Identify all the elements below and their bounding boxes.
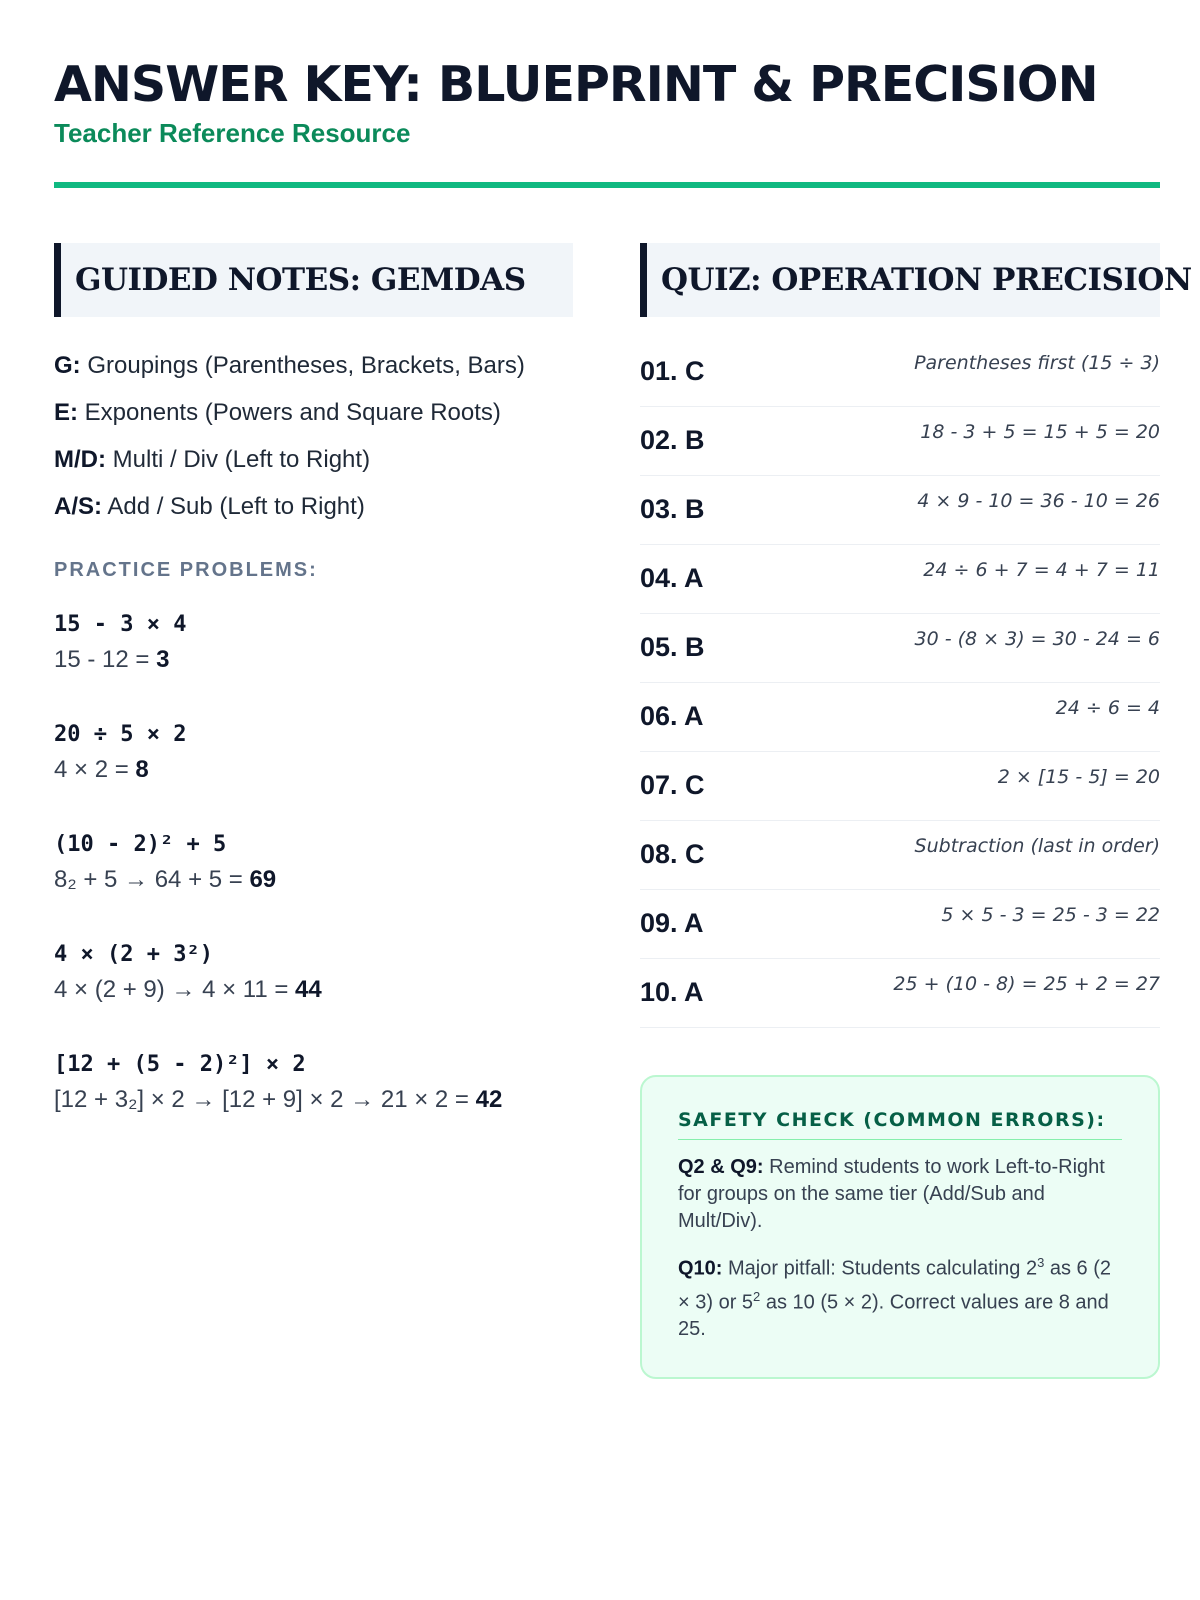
page-title: ANSWER KEY: BLUEPRINT & PRECISION — [54, 56, 1098, 113]
practice-problem — [54, 1048, 594, 1158]
problem-answer: 8 — [135, 756, 149, 783]
gemdas-item — [54, 342, 574, 389]
quiz-answer-explanation: 5 × 5 - 3 = 25 - 3 = 22 — [941, 904, 1160, 926]
gemdas-item — [54, 483, 574, 530]
problem-work: 15 - 12 = — [54, 646, 157, 673]
quiz-answer-number: 10. A — [640, 977, 704, 1007]
problem-work: 4 × (2 + 9) → 4 × 11 = — [54, 976, 296, 1003]
quiz-answer-row — [640, 752, 1160, 821]
safety-check-title: SAFETY CHECK (COMMON ERRORS): — [678, 1109, 1122, 1140]
safety-note-q10 — [678, 1249, 1122, 1343]
gemdas-key: E: — [54, 399, 78, 426]
safety-note-superscript: 2 — [753, 1288, 761, 1304]
problem-solution — [54, 752, 594, 788]
page-header — [54, 56, 1160, 149]
practice-problem — [54, 718, 594, 828]
safety-check-box — [640, 1075, 1160, 1379]
quiz-answer-explanation: 2 × [15 - 5] = 20 — [997, 766, 1160, 788]
practice-problems — [54, 608, 594, 1158]
problem-expression: [12 + (5 - 2)²] × 2 — [54, 1052, 306, 1077]
problem-answer: 42 — [475, 1086, 503, 1113]
problem-solution — [54, 1082, 594, 1118]
quiz-answer-number: 06. A — [640, 701, 704, 731]
quiz-answer-number: 05. B — [640, 632, 705, 662]
safety-note-label: Q2 & Q9: — [678, 1156, 764, 1178]
problem-work: 4 × 2 = — [54, 756, 136, 783]
quiz-answer-number: 08. C — [640, 839, 705, 869]
guided-notes-header — [54, 243, 573, 317]
quiz-answer-explanation: Subtraction (last in order) — [914, 835, 1160, 857]
gemdas-key: A/S: — [54, 493, 102, 520]
page-subtitle: Teacher Reference Resource — [54, 118, 411, 148]
safety-note-text: as 10 (5 × 2). Correct values are 8 and 25. — [678, 1291, 1109, 1341]
gemdas-key: G: — [54, 352, 81, 379]
quiz-answer-number: 03. B — [640, 494, 705, 524]
gemdas-text: Groupings (Parentheses, Brackets, Bars) — [87, 352, 525, 379]
gemdas-list — [54, 342, 574, 530]
problem-solution — [54, 862, 594, 898]
quiz-answer-row — [640, 614, 1160, 683]
safety-note-label: Q10: — [678, 1257, 723, 1280]
safety-note-text: Remind students to work Left-to-Right for groups on the same tier (Add/Sub and Mult/Div). — [678, 1156, 1105, 1232]
practice-problem — [54, 608, 594, 718]
gemdas-text: Add / Sub (Left to Right) — [107, 493, 365, 520]
safety-note-q2-q9 — [678, 1154, 1122, 1235]
gemdas-item — [54, 389, 574, 436]
safety-note-text: as 6 (2 × 3) or 5 — [678, 1257, 1112, 1314]
guided-notes-heading: GUIDED NOTES: GEMDAS — [75, 262, 526, 298]
quiz-answer-row — [640, 545, 1160, 614]
problem-work: [12 + 3₂] × 2 → [12 + 9] × 2 → 21 × 2 = — [54, 1086, 476, 1113]
header-divider — [54, 182, 1160, 188]
quiz-answer-explanation: Parentheses first (15 ÷ 3) — [914, 352, 1160, 374]
practice-problems-label: PRACTICE PROBLEMS: — [54, 559, 318, 581]
gemdas-key: M/D: — [54, 446, 106, 473]
quiz-answer-explanation: 24 ÷ 6 + 7 = 4 + 7 = 11 — [923, 559, 1160, 581]
problem-expression: 15 - 3 × 4 — [54, 612, 187, 637]
quiz-answer-list — [640, 338, 1160, 1028]
quiz-answer-row — [640, 407, 1160, 476]
gemdas-item — [54, 436, 574, 483]
quiz-answer-explanation: 25 + (10 - 8) = 25 + 2 = 27 — [893, 973, 1160, 995]
quiz-answer-explanation: 18 - 3 + 5 = 15 + 5 = 20 — [920, 421, 1160, 443]
problem-expression: 20 ÷ 5 × 2 — [54, 722, 187, 747]
quiz-answer-row — [640, 338, 1160, 407]
quiz-answer-explanation: 4 × 9 - 10 = 36 - 10 = 26 — [917, 490, 1160, 512]
problem-solution — [54, 972, 594, 1008]
quiz-answer-row — [640, 476, 1160, 545]
quiz-heading: QUIZ: OPERATION PRECISION — [661, 262, 1192, 298]
safety-note-superscript: 3 — [1037, 1255, 1045, 1270]
gemdas-text: Multi / Div (Left to Right) — [112, 446, 371, 473]
quiz-answer-explanation: 30 - (8 × 3) = 30 - 24 = 6 — [914, 628, 1160, 650]
safety-note-text: Major pitfall: Students calculating 2 — [722, 1257, 1038, 1280]
practice-problem — [54, 828, 594, 938]
quiz-answer-explanation: 24 ÷ 6 = 4 — [1055, 697, 1160, 719]
quiz-answer-row — [640, 683, 1160, 752]
problem-work: 8₂ + 5 → 64 + 5 = — [54, 866, 250, 893]
quiz-header — [640, 243, 1192, 317]
problem-expression: (10 - 2)² + 5 — [54, 832, 227, 857]
practice-problem — [54, 938, 594, 1048]
quiz-answer-number: 02. B — [640, 425, 705, 455]
quiz-answer-number: 09. A — [640, 908, 704, 938]
quiz-answer-row — [640, 890, 1160, 959]
quiz-answer-row — [640, 821, 1160, 890]
quiz-answer-number: 07. C — [640, 770, 705, 800]
quiz-answer-number: 04. A — [640, 563, 704, 593]
problem-answer: 44 — [295, 976, 322, 1003]
problem-solution — [54, 642, 594, 678]
gemdas-text: Exponents (Powers and Square Roots) — [84, 399, 501, 426]
problem-answer: 69 — [249, 866, 277, 893]
quiz-answer-number: 01. C — [640, 356, 705, 386]
problem-expression: 4 × (2 + 3²) — [54, 942, 213, 967]
quiz-answer-row — [640, 959, 1160, 1028]
problem-answer: 3 — [156, 646, 170, 673]
